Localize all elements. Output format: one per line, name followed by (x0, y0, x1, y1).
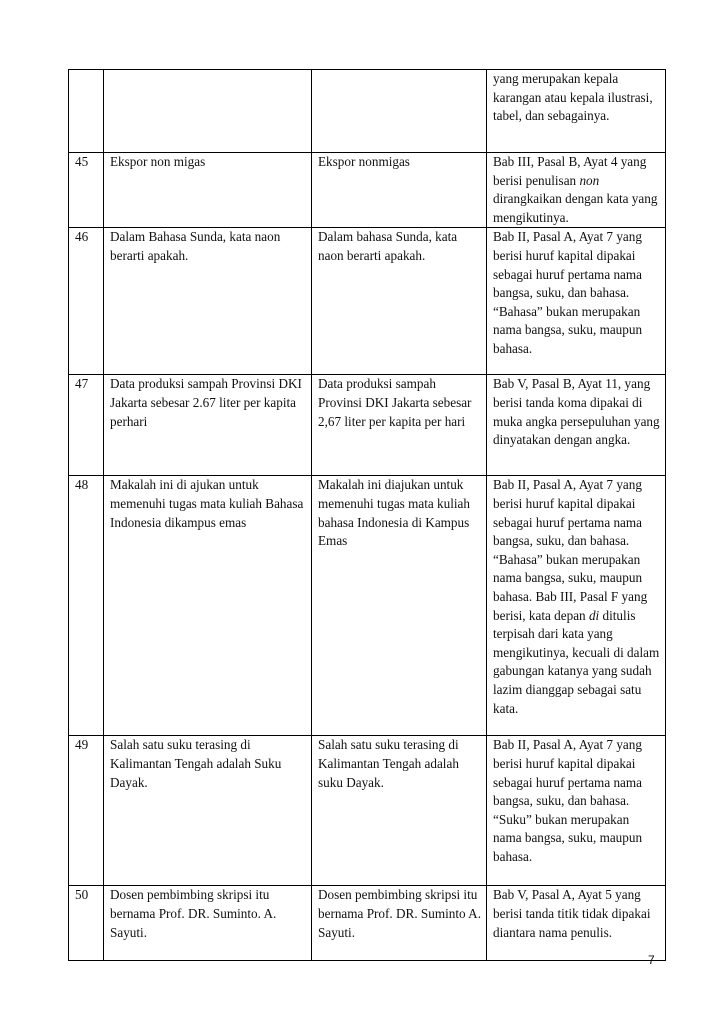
error-cell: Dosen pembimbing skripsi itu bernama Prof. DR. Suminto. A. Sayuti. (104, 886, 312, 961)
row-number-cell: 48 (69, 476, 104, 736)
rule-text: Bab V, Pasal A, Ayat 5 yang berisi tanda titik tidak dipakai diantara nama penulis. (493, 887, 651, 940)
error-cell: Salah satu suku terasing di Kalimantan Tengah adalah Suku Dayak. (104, 736, 312, 886)
correction-cell (312, 70, 487, 153)
correction-cell: Dalam bahasa Sunda, kata naon berarti apakah. (312, 228, 487, 375)
table-row (69, 736, 666, 886)
table-row (69, 476, 666, 736)
row-number-cell: 49 (69, 736, 104, 886)
table-row (69, 70, 666, 153)
error-cell: Makalah ini di ajukan untuk memenuhi tugas mata kuliah Bahasa Indonesia dikampus emas (104, 476, 312, 736)
rule-text: Bab V, Pasal B, Ayat 11, yang berisi tanda koma dipakai di muka angka persepuluhan yang dinyatakan dengan angka. (493, 376, 660, 448)
rule-text: Bab II, Pasal A, Ayat 7 yang berisi huruf kapital dipakai sebagai huruf pertama nama bangsa, suku, dan bahasa. “Suku” bukan merupakan nama bangsa, suku, maupun bahasa. (493, 737, 643, 864)
rule-cell (487, 886, 666, 961)
rule-cell (487, 375, 666, 476)
rule-cell (487, 228, 666, 375)
row-number-cell: 45 (69, 153, 104, 228)
error-cell: Ekspor non migas (104, 153, 312, 228)
table-row (69, 886, 666, 961)
row-number-cell: 50 (69, 886, 104, 961)
row-number-cell (69, 70, 104, 153)
rule-cell (487, 476, 666, 736)
table-row (69, 153, 666, 228)
correction-cell: Makalah ini diajukan untuk memenuhi tugas mata kuliah bahasa Indonesia di Kampus Emas (312, 476, 487, 736)
error-cell (104, 70, 312, 153)
rule-text: Bab II, Pasal A, Ayat 7 yang berisi huruf kapital dipakai sebagai huruf pertama nama bangsa, suku, dan bahasa. “Bahasa” bukan merupakan nama bangsa, suku, maupun bahasa. Bab III, Pasal F yang berisi, kata depan di ditulis terpisah dari kata yang mengikutinya, kecuali di dalam gabungan katanya yang sudah lazim dianggap sebagai satu kata. (493, 477, 660, 716)
rule-cell (487, 153, 666, 228)
correction-cell: Salah satu suku terasing di Kalimantan Tengah adalah suku Dayak. (312, 736, 487, 886)
table-row (69, 375, 666, 476)
rule-text: Bab III, Pasal B, Ayat 4 yang berisi penulisan non dirangkaikan dengan kata yang mengikutinya. (493, 154, 658, 225)
row-number-cell: 46 (69, 228, 104, 375)
row-number-cell: 47 (69, 375, 104, 476)
error-cell: Dalam Bahasa Sunda, kata naon berarti apakah. (104, 228, 312, 375)
rule-cell (487, 70, 666, 153)
correction-cell: Dosen pembimbing skripsi itu bernama Prof. DR. Suminto A. Sayuti. (312, 886, 487, 961)
correction-cell: Ekspor nonmigas (312, 153, 487, 228)
error-cell: Data produksi sampah Provinsi DKI Jakarta sebesar 2.67 liter per kapita perhari (104, 375, 312, 476)
rule-text: yang merupakan kepala karangan atau kepala ilustrasi, tabel, dan sebagainya. (493, 71, 653, 124)
rule-text: Bab II, Pasal A, Ayat 7 yang berisi huruf kapital dipakai sebagai huruf pertama nama bangsa, suku, dan bahasa. “Bahasa” bukan merupakan nama bangsa, suku, maupun bahasa. (493, 229, 643, 356)
table-row (69, 228, 666, 375)
correction-cell: Data produksi sampah Provinsi DKI Jakarta sebesar 2,67 liter per kapita per hari (312, 375, 487, 476)
rule-cell (487, 736, 666, 886)
corrections-table (68, 69, 666, 961)
page-number: 7 (648, 953, 655, 967)
